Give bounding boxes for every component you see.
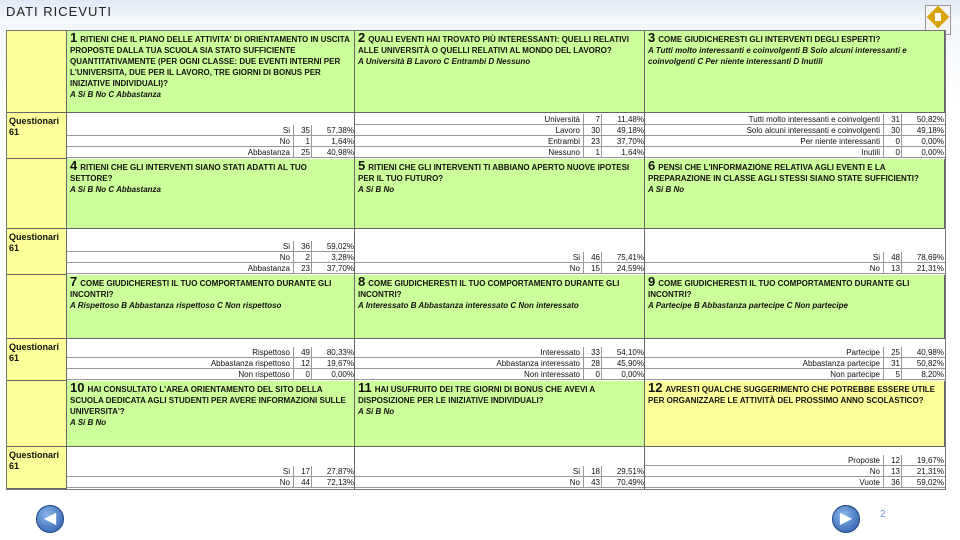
question-6 <box>645 159 945 229</box>
answer-count: 13 <box>883 263 900 274</box>
question-options: A Interessato B Abbastanza interessato C Non interessato <box>358 301 579 310</box>
question-number: 12 <box>648 381 663 395</box>
question-number: 5 <box>358 159 366 173</box>
question-options: A Tutti molto interessanti e coinvolgenti B Solo alcuni interessanti e coinvolgenti C Per niente interessanti D Inutili <box>648 46 907 66</box>
answer-row <box>645 347 945 358</box>
question-8 <box>355 275 645 339</box>
answer-count: 25 <box>293 147 310 158</box>
answer-count: 23 <box>293 263 310 274</box>
answer-label: Inutili <box>861 148 880 157</box>
answer-label: Abbastanza <box>247 264 290 273</box>
answer-block <box>645 113 945 159</box>
question-number: 1 <box>70 31 78 45</box>
question-10 <box>67 381 355 447</box>
answer-label: Per niente interessanti <box>800 137 880 146</box>
question-number: 11 <box>358 381 372 395</box>
answer-percent: 45,90% <box>601 358 644 369</box>
answer-block <box>67 447 355 489</box>
answer-percent: 50,82% <box>901 358 944 369</box>
column-divider <box>354 31 355 489</box>
answer-percent: 1,64% <box>311 136 354 147</box>
column-divider <box>66 31 67 489</box>
answer-row <box>355 347 645 358</box>
answer-label: Non rispettoso <box>238 370 290 379</box>
answer-percent: 0,00% <box>601 369 644 380</box>
answer-count: 46 <box>583 252 600 263</box>
answer-label: Interessato <box>540 348 580 357</box>
answer-percent: 0,00% <box>311 369 354 380</box>
answer-count: 2 <box>293 252 310 263</box>
answer-block <box>67 113 355 159</box>
question-2 <box>355 31 645 113</box>
answer-label: Abbastanza <box>247 148 290 157</box>
answer-row <box>67 263 355 274</box>
answer-label: Nessuno <box>548 148 580 157</box>
answer-label: Abbastanza interessato <box>496 359 580 368</box>
question-options: A Partecipe B Abbastanza partecipe C Non partecipe <box>648 301 848 310</box>
answer-count: 7 <box>583 114 600 125</box>
answer-row <box>67 136 355 147</box>
answer-count: 31 <box>883 358 900 369</box>
answer-percent: 0,00% <box>901 147 944 158</box>
question-7 <box>67 275 355 339</box>
answer-label: Tutti molto interessanti e coinvolgenti <box>748 115 880 124</box>
answer-label: Si <box>282 467 290 476</box>
answer-block <box>355 447 645 489</box>
question-number: 9 <box>648 275 656 289</box>
answer-count: 35 <box>293 125 310 136</box>
answer-percent: 50,82% <box>901 114 944 125</box>
answer-count: 25 <box>883 347 900 358</box>
answer-row <box>67 369 355 380</box>
question-text <box>648 276 941 311</box>
answer-label: No <box>279 253 290 262</box>
answer-percent: 19,67% <box>901 455 944 466</box>
question-body: AVRESTI QUALCHE SUGGERIMENTO CHE POTREBBE ESSERE UTILE PER ORGANIZZARE LE ATTIVITÀ DEL PROSSIMO ANNO SCOLASTICO? <box>648 385 935 405</box>
arrow-left-icon[interactable]: ◀ <box>36 505 64 533</box>
answer-block <box>355 113 645 159</box>
answer-row <box>645 114 945 125</box>
question-text <box>648 32 941 67</box>
answer-percent: 11,48% <box>601 114 644 125</box>
answer-percent: 37,70% <box>601 136 644 147</box>
answer-percent: 3,28% <box>311 252 354 263</box>
answer-percent: 54,10% <box>601 347 644 358</box>
answer-label: No <box>279 137 290 146</box>
answer-percent: 0,00% <box>901 136 944 147</box>
answer-count: 12 <box>293 358 310 369</box>
question-text <box>70 382 351 428</box>
answer-label: No <box>869 467 880 476</box>
answer-row <box>67 125 355 136</box>
answer-block <box>67 229 355 275</box>
answer-count: 1 <box>583 147 600 158</box>
answer-row <box>67 347 355 358</box>
answer-percent: 80,33% <box>311 347 354 358</box>
answer-percent: 59,02% <box>311 241 354 252</box>
answer-row <box>67 358 355 369</box>
answer-row <box>355 358 645 369</box>
answer-row <box>67 241 355 252</box>
answer-label: Si <box>572 253 580 262</box>
questionnaire-count-text: Questionari 61 <box>9 450 60 471</box>
answer-block <box>355 229 645 275</box>
answer-label: Si <box>282 242 290 251</box>
question-4 <box>67 159 355 229</box>
answer-row <box>645 477 945 488</box>
answer-count: 1 <box>293 136 310 147</box>
question-body: RITIENI CHE GLI INTERVENTI TI ABBIANO APERTO NUOVE IPOTESI PER IL TUO FUTURO? <box>358 163 630 183</box>
question-number: 3 <box>648 31 656 45</box>
answer-percent: 21,31% <box>901 263 944 274</box>
answer-percent: 40,98% <box>311 147 354 158</box>
answer-row <box>355 125 645 136</box>
question-options: A Si B No C Abbastanza <box>70 90 161 99</box>
answer-label: No <box>279 478 290 487</box>
label-cell <box>7 159 67 229</box>
answer-percent: 57,38% <box>311 125 354 136</box>
answer-row <box>645 358 945 369</box>
answer-count: 0 <box>293 369 310 380</box>
answer-row <box>645 455 945 466</box>
question-text <box>358 276 641 311</box>
question-options: A Si B No C Abbastanza <box>70 185 161 194</box>
answer-row <box>355 466 645 477</box>
arrow-right-icon[interactable]: ▶ <box>832 505 860 533</box>
answer-row <box>355 147 645 158</box>
answer-count: 30 <box>883 125 900 136</box>
question-body: PENSI CHE L'INFORMAZIONE RELATIVA AGLI EVENTI E LA PREPARAZIONE IN CLASSE AGLI STESSI SIANO STATE SUFFICIENTI? <box>648 163 919 183</box>
answer-row <box>645 136 945 147</box>
answer-label: Non interessato <box>523 370 580 379</box>
answer-row <box>645 125 945 136</box>
question-text <box>358 160 641 195</box>
question-body: RITIENI CHE IL PIANO DELLE ATTIVITA' DI ORIENTAMENTO IN USCITA PROPOSTE DALLA TUA SCUOLA SIA STATO SUFFICIENTE QUANTITATIVAMENTE (PER OGNI CLASSE: DUE EVENTI INTERNI PER L'UNIVERSITA, DUE PER IL LAVORO, TRE GIORNI DI BONUS PER INIZIATIVE INDIVIDUALI)? <box>70 35 350 88</box>
answer-percent: 49,18% <box>901 125 944 136</box>
question-body: QUALI EVENTI HAI TROVATO PIÙ INTERESSANTI: QUELLI RELATIVI ALLE UNIVERSITÀ O QUELLI RELATIVI AL MONDO DEL LAVORO? <box>358 35 629 55</box>
label-cell <box>7 275 67 339</box>
questionnaire-count-label <box>7 229 67 275</box>
answer-count: 5 <box>883 369 900 380</box>
answer-row <box>645 147 945 158</box>
answer-label: No <box>569 478 580 487</box>
question-body: HAI CONSULTATO L'AREA ORIENTAMENTO DEL SITO DELLA SCUOLA DEDICATA AGLI STUDENTI PER AVERE INFORMAZIONI SULLE UNIVERSITA'? <box>70 385 346 416</box>
question-options: A Si B No <box>358 407 395 416</box>
answer-count: 30 <box>583 125 600 136</box>
answer-row <box>355 252 645 263</box>
answer-row <box>645 466 945 477</box>
question-text <box>358 382 641 417</box>
question-11 <box>355 381 645 447</box>
answer-block <box>645 339 945 381</box>
answer-percent: 49,18% <box>601 125 644 136</box>
answer-label: Si <box>282 126 290 135</box>
answer-label: Partecipe <box>846 348 880 357</box>
question-9 <box>645 275 945 339</box>
answer-label: No <box>869 264 880 273</box>
question-options: A Rispettoso B Abbastanza rispettoso C Non rispettoso <box>70 301 282 310</box>
label-cell <box>7 381 67 447</box>
answer-percent: 8,20% <box>901 369 944 380</box>
answer-percent: 78,69% <box>901 252 944 263</box>
question-body: COME GIUDICHERESTI IL TUO COMPORTAMENTO DURANTE GLI INCONTRI? <box>358 279 620 299</box>
answer-label: Abbastanza rispettoso <box>210 359 290 368</box>
answer-percent: 72,13% <box>311 477 354 488</box>
answer-row <box>67 147 355 158</box>
question-5 <box>355 159 645 229</box>
question-text <box>648 160 941 195</box>
answer-label: Rispettoso <box>252 348 290 357</box>
answer-percent: 19,67% <box>311 358 354 369</box>
answer-percent: 70,49% <box>601 477 644 488</box>
answer-count: 0 <box>883 147 900 158</box>
answer-block <box>67 339 355 381</box>
answer-label: Si <box>572 467 580 476</box>
answer-block <box>645 229 945 275</box>
question-body: COME GIUDICHERESTI IL TUO COMPORTAMENTO DURANTE GLI INCONTRI? <box>70 279 332 299</box>
question-text <box>358 32 641 67</box>
answer-label: Solo alcuni interessanti e coinvolgenti <box>746 126 880 135</box>
answer-label: Entrambi <box>547 137 580 146</box>
question-number: 6 <box>648 159 656 173</box>
answer-label: Si <box>872 253 880 262</box>
answer-row <box>355 263 645 274</box>
questionnaire-count-text: Questionari 61 <box>9 232 60 253</box>
answer-percent: 37,70% <box>311 263 354 274</box>
answer-percent: 40,98% <box>901 347 944 358</box>
answer-count: 49 <box>293 347 310 358</box>
questionnaire-count-label <box>7 339 67 381</box>
page-number: 2 <box>880 509 886 520</box>
answer-percent: 27,87% <box>311 466 354 477</box>
answer-percent: 75,41% <box>601 252 644 263</box>
answer-count: 48 <box>883 252 900 263</box>
answer-percent: 59,02% <box>901 477 944 488</box>
question-body: COME GIUDICHERESTI GLI INTERVENTI DEGLI ESPERTI? <box>658 35 881 44</box>
questionnaire-count-label <box>7 113 67 159</box>
answer-row <box>645 252 945 263</box>
answer-count: 28 <box>583 358 600 369</box>
answer-row <box>355 136 645 147</box>
answer-count: 36 <box>883 477 900 488</box>
question-12 <box>645 381 945 447</box>
answer-row <box>645 369 945 380</box>
answer-label: Università <box>544 115 580 124</box>
title-bar <box>0 0 960 24</box>
question-body: COME GIUDICHERESTI IL TUO COMPORTAMENTO DURANTE GLI INCONTRI? <box>648 279 910 299</box>
answer-block <box>645 447 945 489</box>
answer-row <box>67 252 355 263</box>
answer-label: Lavoro <box>555 126 580 135</box>
answer-label: Non partecipe <box>830 370 880 379</box>
question-options: A Si B No <box>70 418 107 427</box>
question-3 <box>645 31 945 113</box>
question-text <box>70 276 351 311</box>
answer-count: 31 <box>883 114 900 125</box>
answer-count: 18 <box>583 466 600 477</box>
answer-percent: 21,31% <box>901 466 944 477</box>
answer-row <box>67 477 355 488</box>
answer-percent: 1,64% <box>601 147 644 158</box>
answer-count: 0 <box>883 136 900 147</box>
questionnaire-count-label <box>7 447 67 489</box>
label-cell <box>7 31 67 113</box>
answer-count: 15 <box>583 263 600 274</box>
answer-count: 0 <box>583 369 600 380</box>
question-text <box>648 382 941 406</box>
answer-percent: 29,51% <box>601 466 644 477</box>
question-number: 10 <box>70 381 85 395</box>
column-divider <box>644 31 645 489</box>
answer-count: 44 <box>293 477 310 488</box>
question-number: 8 <box>358 275 366 289</box>
question-text <box>70 160 351 195</box>
answer-row <box>645 263 945 274</box>
answer-label: Vuote <box>859 478 880 487</box>
answer-row <box>355 114 645 125</box>
questionnaire-count-text: Questionari 61 <box>9 342 60 363</box>
answer-count: 33 <box>583 347 600 358</box>
answer-row <box>355 369 645 380</box>
answer-label: No <box>569 264 580 273</box>
answer-percent: 24,59% <box>601 263 644 274</box>
question-number: 7 <box>70 275 78 289</box>
answer-row <box>355 477 645 488</box>
questionnaire-count-text: Questionari 61 <box>9 116 60 137</box>
answer-count: 23 <box>583 136 600 147</box>
answer-label: Proposte <box>847 456 880 465</box>
question-body: HAI USUFRUITO DEI TRE GIORNI DI BONUS CHE AVEVI A DISPOSIZIONE PER LE INIZIATIVE INDIVIDUALI? <box>358 385 595 405</box>
question-1 <box>67 31 355 113</box>
page-title: DATI RICEVUTI <box>6 4 112 19</box>
question-body: RITIENI CHE GLI INTERVENTI SIANO STATI ADATTI AL TUO SETTORE? <box>70 163 307 183</box>
survey-table <box>6 30 946 490</box>
answer-label: Abbastanza partecipe <box>802 359 880 368</box>
question-number: 2 <box>358 31 366 45</box>
answer-count: 13 <box>883 466 900 477</box>
answer-count: 12 <box>883 455 900 466</box>
question-text <box>70 32 351 100</box>
answer-count: 17 <box>293 466 310 477</box>
answer-count: 43 <box>583 477 600 488</box>
answer-row <box>67 466 355 477</box>
question-options: A Università B Lavoro C Entrambi D Nessuno <box>358 57 531 66</box>
question-options: A Si B No <box>648 185 685 194</box>
answer-block <box>355 339 645 381</box>
question-options: A Si B No <box>358 185 395 194</box>
question-number: 4 <box>70 159 78 173</box>
answer-count: 36 <box>293 241 310 252</box>
